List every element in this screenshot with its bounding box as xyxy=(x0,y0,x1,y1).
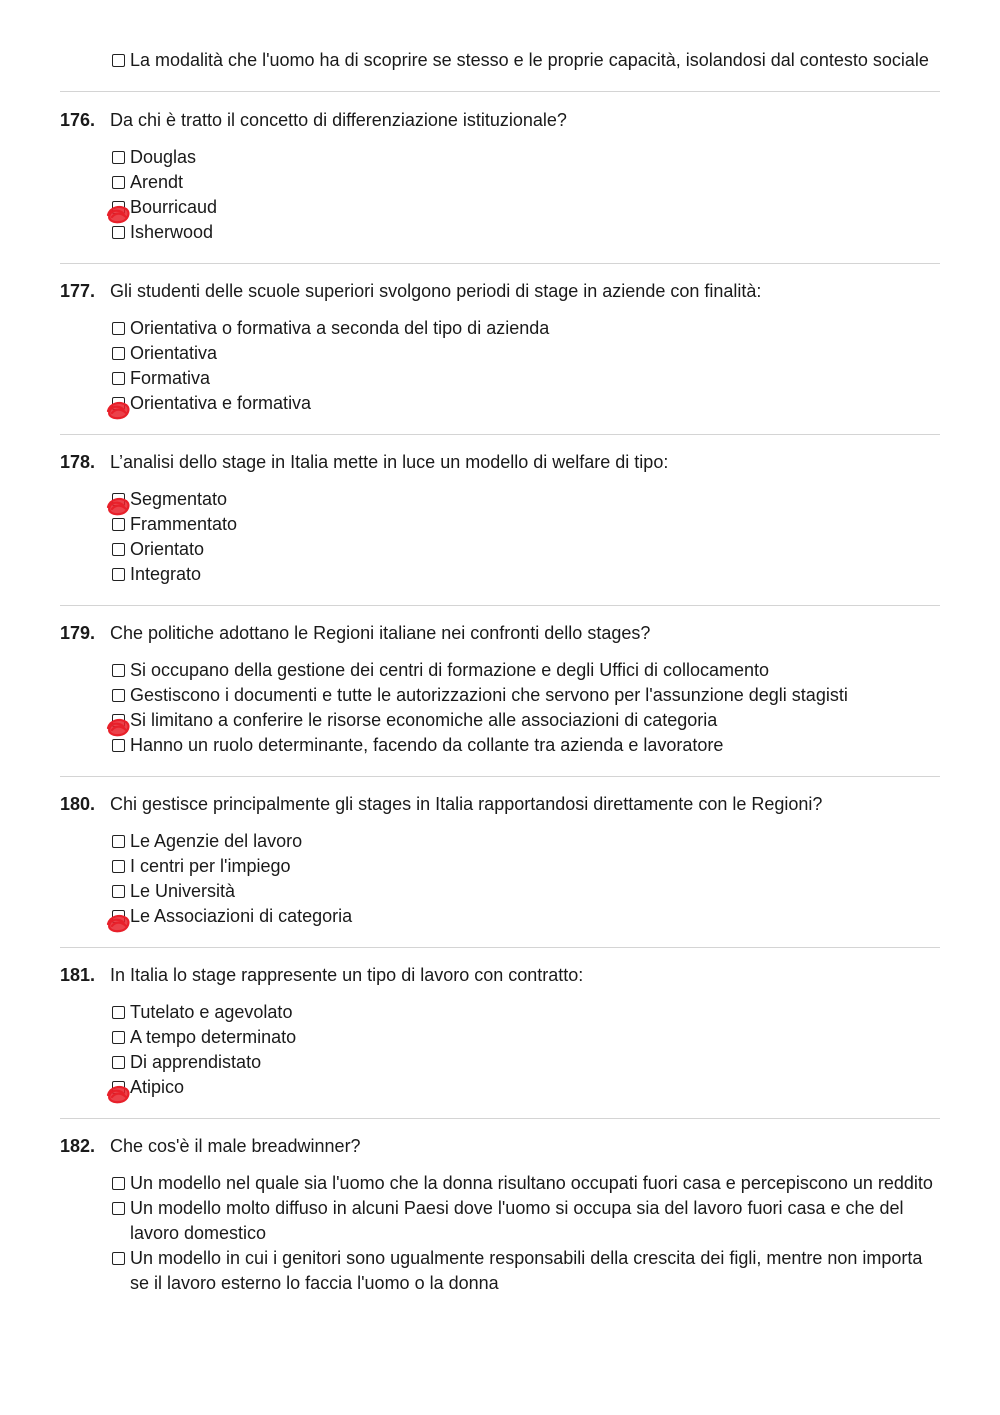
checkbox[interactable] xyxy=(112,885,125,898)
option[interactable] xyxy=(112,1000,940,1025)
checkbox[interactable] xyxy=(112,860,125,873)
option-list xyxy=(112,1171,940,1296)
option-text: Tutelato e agevolato xyxy=(130,1002,293,1022)
checkbox[interactable] xyxy=(112,568,125,581)
checkbox[interactable] xyxy=(112,664,125,677)
option[interactable] xyxy=(112,708,940,733)
checkbox[interactable] xyxy=(112,54,125,67)
option[interactable] xyxy=(112,366,940,391)
question-176 xyxy=(60,108,940,245)
question-number: 181. xyxy=(60,965,96,985)
option-text: Gestiscono i documenti e tutte le autorizzazioni che servono per l'assunzione degli stagisti xyxy=(130,685,848,705)
option-text: Un modello in cui i genitori sono ugualmente responsabili della crescita dei figli, mentre non importa se il lavoro esterno lo faccia l'uomo o la donna xyxy=(130,1248,923,1293)
option[interactable] xyxy=(112,1075,940,1100)
question-177 xyxy=(60,279,940,416)
option[interactable] xyxy=(112,854,940,879)
option[interactable] xyxy=(112,537,940,562)
question-header xyxy=(60,963,940,988)
question-text: Chi gestisce principalmente gli stages in Italia rapportandosi direttamente con le Regioni? xyxy=(110,794,823,814)
checkbox[interactable] xyxy=(112,1202,125,1215)
option-text: Orientativa e formativa xyxy=(130,393,312,413)
checkbox[interactable] xyxy=(112,689,125,702)
option-text: Bourricaud xyxy=(130,197,218,217)
question-text: Gli studenti delle scuole superiori svolgono periodi di stage in aziende con finalità: xyxy=(110,281,762,301)
option-text: Hanno un ruolo determinante, facendo da collante tra azienda e lavoratore xyxy=(130,735,724,755)
option[interactable] xyxy=(112,512,940,537)
option[interactable] xyxy=(112,220,940,245)
option-list xyxy=(112,829,940,929)
checkbox[interactable] xyxy=(112,1177,125,1190)
checkbox[interactable] xyxy=(112,1031,125,1044)
checkbox[interactable] xyxy=(112,372,125,385)
question-number: 176. xyxy=(60,110,96,130)
question-text: L’analisi dello stage in Italia mette in luce un modello di welfare di tipo: xyxy=(110,452,669,472)
option-text: Formativa xyxy=(130,368,211,388)
option[interactable] xyxy=(112,562,940,587)
question-header xyxy=(60,279,940,304)
checkbox[interactable] xyxy=(112,714,125,727)
option[interactable] xyxy=(112,145,940,170)
option[interactable] xyxy=(112,829,940,854)
option-text: Integrato xyxy=(130,564,202,584)
question-179 xyxy=(60,621,940,758)
red-scribble-mark-icon xyxy=(104,912,132,934)
option[interactable] xyxy=(112,683,940,708)
checkbox[interactable] xyxy=(112,493,125,506)
question-180 xyxy=(60,792,940,929)
question-text: Che cos'è il male breadwinner? xyxy=(110,1136,361,1156)
option[interactable] xyxy=(112,904,940,929)
question-number: 178. xyxy=(60,452,96,472)
option[interactable] xyxy=(112,1025,940,1050)
checkbox[interactable] xyxy=(112,1006,125,1019)
option-text: Un modello molto diffuso in alcuni Paesi dove l'uomo si occupa sia del lavoro fuori casa e che del lavoro domestico xyxy=(130,1198,904,1243)
question-number: 177. xyxy=(60,281,96,301)
option-list xyxy=(112,1000,940,1100)
option[interactable] xyxy=(112,1246,940,1296)
option[interactable] xyxy=(112,195,940,220)
question-number: 182. xyxy=(60,1136,96,1156)
option-text: Atipico xyxy=(130,1077,185,1097)
question-number: 179. xyxy=(60,623,96,643)
checkbox[interactable] xyxy=(112,397,125,410)
checkbox[interactable] xyxy=(112,226,125,239)
option[interactable] xyxy=(112,733,940,758)
checkbox[interactable] xyxy=(112,1252,125,1265)
checkbox[interactable] xyxy=(112,1081,125,1094)
question-header xyxy=(60,621,940,646)
option-list xyxy=(112,658,940,758)
option-text: Isherwood xyxy=(130,222,214,242)
option[interactable] xyxy=(112,1196,940,1246)
question-text: Da chi è tratto il concetto di differenziazione istituzionale? xyxy=(110,110,567,130)
option-text: Arendt xyxy=(130,172,184,192)
question-text: Che politiche adottano le Regioni italiane nei confronti dello stages? xyxy=(110,623,651,643)
option-text: Le Agenzie del lavoro xyxy=(130,831,303,851)
red-scribble-mark-icon xyxy=(104,1083,132,1105)
option[interactable] xyxy=(112,1171,940,1196)
checkbox[interactable] xyxy=(112,322,125,335)
option-text: I centri per l'impiego xyxy=(130,856,291,876)
checkbox[interactable] xyxy=(112,1056,125,1069)
question-header xyxy=(60,1134,940,1159)
question-header xyxy=(60,108,940,133)
option-list xyxy=(112,316,940,416)
checkbox[interactable] xyxy=(112,543,125,556)
option[interactable] xyxy=(112,1050,940,1075)
option-text: Le Università xyxy=(130,881,236,901)
checkbox[interactable] xyxy=(112,201,125,214)
option[interactable] xyxy=(112,170,940,195)
separator xyxy=(60,434,940,435)
option-text: A tempo determinato xyxy=(130,1027,297,1047)
separator xyxy=(60,91,940,92)
option[interactable] xyxy=(112,316,940,341)
option-text: Orientato xyxy=(130,539,205,559)
question-header xyxy=(60,792,940,817)
question-182 xyxy=(60,1134,940,1296)
option-list xyxy=(112,145,940,245)
option[interactable] xyxy=(112,658,940,683)
separator xyxy=(60,1118,940,1119)
option-text: Si limitano a conferire le risorse economiche alle associazioni di categoria xyxy=(130,710,718,730)
option-text: Segmentato xyxy=(130,489,228,509)
option-list xyxy=(112,487,940,587)
red-scribble-mark-icon xyxy=(104,399,132,421)
checkbox[interactable] xyxy=(112,151,125,164)
question-178 xyxy=(60,450,940,587)
option[interactable] xyxy=(112,341,940,366)
checkbox[interactable] xyxy=(112,347,125,360)
option-text: Le Associazioni di categoria xyxy=(130,906,353,926)
checkbox[interactable] xyxy=(112,739,125,752)
question-header xyxy=(60,450,940,475)
question-181 xyxy=(60,963,940,1100)
option-text: Douglas xyxy=(130,147,197,167)
separator xyxy=(60,776,940,777)
option-text: Di apprendistato xyxy=(130,1052,262,1072)
checkbox[interactable] xyxy=(112,176,125,189)
option[interactable] xyxy=(112,487,940,512)
checkbox[interactable] xyxy=(112,910,125,923)
checkbox[interactable] xyxy=(112,518,125,531)
question-text: In Italia lo stage rappresente un tipo di lavoro con contratto: xyxy=(110,965,584,985)
leading-option xyxy=(112,48,1000,73)
option-text: Orientativa xyxy=(130,343,218,363)
option[interactable] xyxy=(112,391,940,416)
option-text: Orientativa o formativa a seconda del tipo di azienda xyxy=(130,318,550,338)
option-text: Si occupano della gestione dei centri di formazione e degli Uffici di collocamento xyxy=(130,660,770,680)
option-text: Frammentato xyxy=(130,514,238,534)
option-text: Un modello nel quale sia l'uomo che la donna risultano occupati fuori casa e percepiscono un reddito xyxy=(130,1173,933,1193)
separator xyxy=(60,605,940,606)
option[interactable] xyxy=(112,879,940,904)
checkbox[interactable] xyxy=(112,835,125,848)
option-text: La modalità che l'uomo ha di scoprire se stesso e le proprie capacità, isolandosi dal contesto sociale xyxy=(130,50,929,70)
separator xyxy=(60,947,940,948)
separator xyxy=(60,263,940,264)
question-number: 180. xyxy=(60,794,96,814)
